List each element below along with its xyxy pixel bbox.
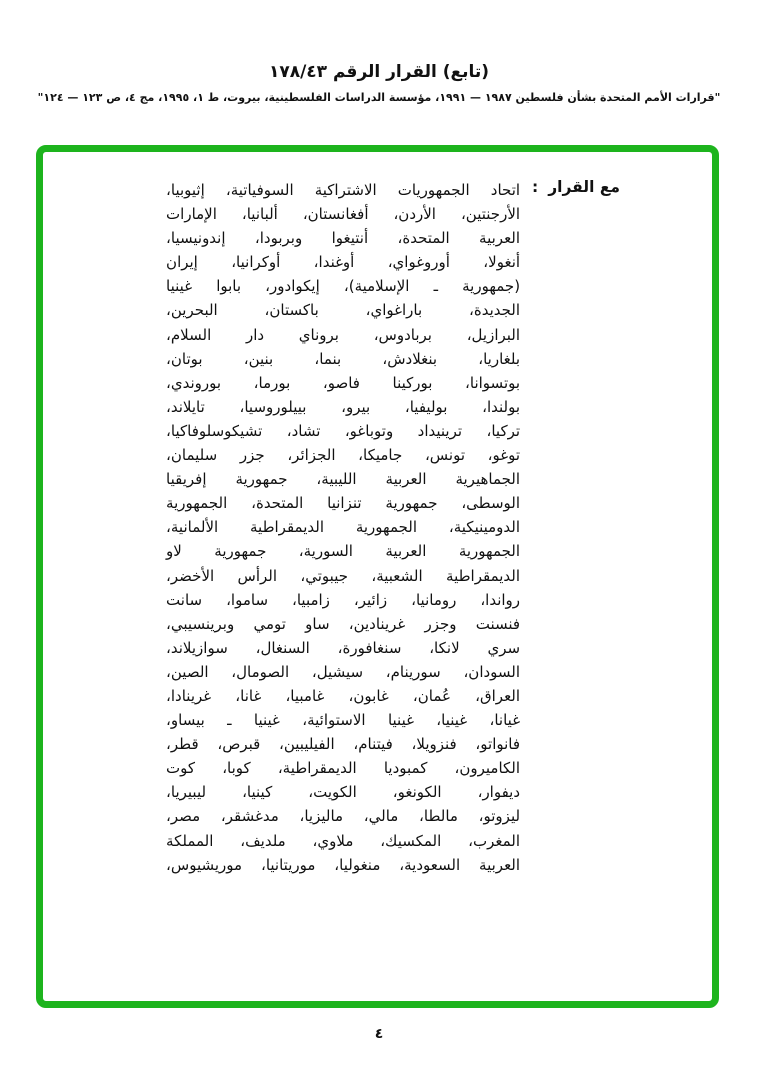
country-list-line: بولندا، بوليفيا، بيرو، بييلوروسيا، تايلاند، — [166, 397, 521, 416]
colon-separator: : — [532, 178, 539, 196]
country-list-line: الكاميرون، كمبوديا الديمقراطية، كوبا، كوت — [166, 759, 521, 778]
country-list — [166, 178, 520, 877]
country-list-line: الديمقراطية الشعبية، جيبوتي، الرأس الأخضر، — [166, 566, 521, 585]
country-list-line: سري لانكا، سنغافورة، السنغال، سوازيلاند، — [166, 638, 521, 657]
country-list-line: العراق، عُمان، غابون، غامبيا، غانا، غرينادا، — [166, 686, 521, 705]
country-list-line: المغرب، المكسيك، ملاوي، ملديف، المملكة — [166, 831, 521, 850]
country-list-line: (جمهورية ـ الإسلامية)، إيكوادور، بابوا غينيا — [166, 277, 521, 296]
green-frame — [36, 145, 719, 1008]
country-list-line: الدومينيكية، الجمهورية الديمقراطية الألمانية، — [166, 518, 521, 537]
country-list-line: البرازيل، بربادوس، بروناي دار السلام، — [166, 325, 521, 344]
country-list-line: الوسطى، جمهورية تنزانيا المتحدة، الجمهورية — [166, 494, 521, 513]
country-list-line: الجديدة، باراغواي، باكستان، البحرين، — [166, 301, 521, 320]
country-list-line: رواندا، رومانيا، زائير، زامبيا، ساموا، سانت — [166, 590, 521, 609]
country-list-line: ديفوار، الكونغو، الكويت، كينيا، ليبيريا، — [166, 783, 521, 802]
page-number: ٤ — [374, 1026, 384, 1042]
country-list-line: بوتسوانا، بوركينا فاصو، بورما، بوروندي، — [166, 373, 521, 392]
country-list-line: توغو، تونس، جاميكا، الجزائر، جزر سليمان، — [166, 446, 521, 465]
country-list-line: غيانا، غينيا، غينيا الاستوائية، غينيا ـ بيساو، — [166, 711, 521, 730]
country-list-line: العربية المتحدة، أنتيغوا وبربودا، إندونيسيا، — [166, 229, 521, 248]
country-list-line: ليزوتو، مالطا، مالي، ماليزيا، مدغشقر، مصر، — [166, 807, 521, 826]
vote-label: مع القرار — [548, 178, 620, 196]
country-list-line: العربية السعودية، منغوليا، موريتانيا، موريشيوس، — [166, 855, 521, 874]
country-list-line: الجمهورية العربية السورية، جمهورية لاو — [166, 542, 521, 561]
country-list-line: اتحاد الجمهوريات الاشتراكية السوفياتية، إثيوبيا، — [166, 181, 521, 199]
country-list-line: السودان، سورينام، سيشيل، الصومال، الصين، — [166, 662, 521, 681]
country-list-line: فنسنت وجزر غرينادين، ساو تومي وبرينسيبي، — [166, 614, 521, 633]
source-citation: "قرارات الأمم المتحدة بشأن فلسطين ١٩٨٧ — ١٩٩١، مؤسسة الدراسات الفلسطينية، بيروت، ط ١، ١٩٩٥، مج ٤، ص ١٢٣ — ١٢٤" — [37, 91, 721, 104]
country-list-line: أنغولا، أوروغواي، أوغندا، أوكرانيا، إيران — [166, 253, 521, 272]
country-list-line: فانواتو، فنزويلا، فيتنام، الفيليبين، قبرص، قطر، — [166, 735, 521, 754]
country-list-line: الجماهيرية العربية الليبية، جمهورية إفريقيا — [166, 470, 521, 489]
country-list-line: الأرجنتين، الأردن، أفغانستان، ألبانيا، الإمارات — [166, 205, 521, 224]
country-list-line: تركيا، ترينيداد وتوباغو، تشاد، تشيكوسلوفاكيا، — [166, 421, 521, 440]
vote-row — [43, 152, 712, 877]
country-list-line: بلغاريا، بنغلادش، بنما، بنين، بوتان، — [166, 349, 521, 368]
resolution-title: (تابع) القرار الرقم ١٧٨/٤٣ — [268, 62, 490, 82]
page-header — [0, 62, 758, 104]
